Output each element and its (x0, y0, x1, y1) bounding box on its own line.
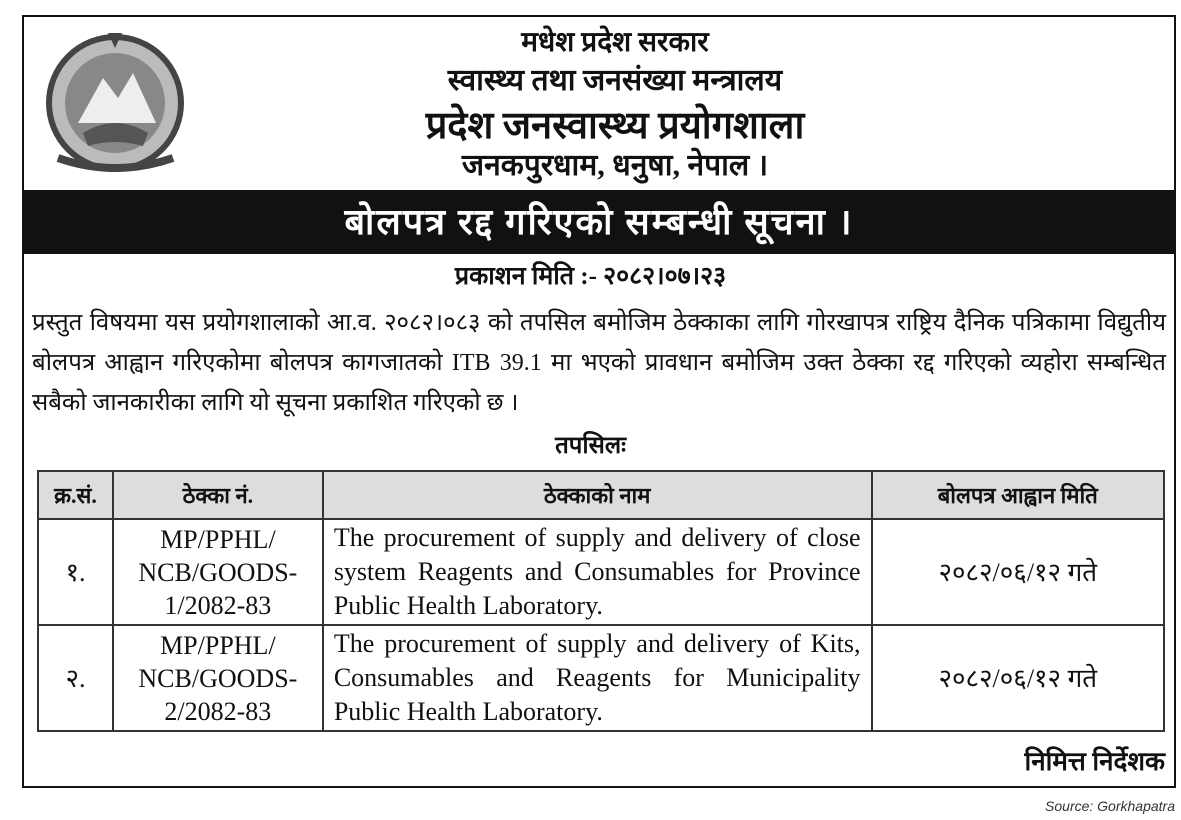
col-header-sn: क्र.सं. (38, 471, 113, 519)
contracts-table (37, 470, 1165, 732)
signature-designation: निमित्त निर्देशक (1024, 747, 1165, 776)
table-header-row (38, 471, 1164, 519)
col-header-contract-no: ठेक्का नं. (113, 471, 323, 519)
cell-bid-date: २०८२/०६/१२ गते (872, 625, 1164, 731)
publish-date: प्रकाशन मिति :- २०८२।०७।२३ (454, 263, 727, 290)
header-laboratory: प्रदेश जनस्वास्थ्य प्रयोगशाला (425, 105, 805, 147)
cell-contract-no: MP/PPHL/ NCB/GOODS- 2/2082-83 (113, 625, 323, 731)
cell-sn: २. (38, 625, 113, 731)
cell-contract-name: The procurement of supply and delivery of close system Reagents and Consumables for Province Public Health Laboratory. (323, 519, 872, 625)
schedule-label: तपसिलः (555, 433, 626, 459)
col-header-contract-name: ठेक्काको नाम (323, 471, 872, 519)
col-header-bid-date: बोलपत्र आह्वान मिति (872, 471, 1164, 519)
cell-sn: १. (38, 519, 113, 625)
header-government: मधेश प्रदेश सरकार (521, 27, 709, 58)
source-credit: Source: Gorkhapatra (1045, 798, 1175, 814)
cell-bid-date: २०८२/०६/१२ गते (872, 519, 1164, 625)
cell-contract-name: The procurement of supply and delivery of Kits, Consumables and Reagents for Municipality Public Health Laboratory. (323, 625, 872, 731)
cell-contract-no: MP/PPHL/ NCB/GOODS- 1/2082-83 (113, 519, 323, 625)
notice-title: बोलपत्र रद्द गरिएको सम्बन्धी सूचना । (22, 190, 1176, 254)
table-row (38, 519, 1164, 625)
notice-body: प्रस्तुत विषयमा यस प्रयोगशालाको आ.व. २०८२।०८३ को तपसिल बमोजिम ठेक्काका लागि गोरखापत्र राष्ट्रिय दैनिक पत्रिकामा विद्युतीय बोलपत्र आह्वान गरिएकोमा बोलपत्र कागजातको ITB 39.1 मा भएको प्रावधान बमोजिम उक्त ठेक्का रद्द गरिएको व्यहोरा सम्बन्धित सबैको जानकारीका लागि यो सूचना प्रकाशित गरिएको छ । (32, 310, 1166, 416)
nepal-emblem-logo (38, 28, 193, 178)
header-ministry: स्वास्थ्य तथा जनसंख्या मन्त्रालय (447, 64, 783, 97)
header-address: जनकपुरधाम, धनुषा, नेपाल । (461, 149, 769, 182)
table-row (38, 625, 1164, 731)
